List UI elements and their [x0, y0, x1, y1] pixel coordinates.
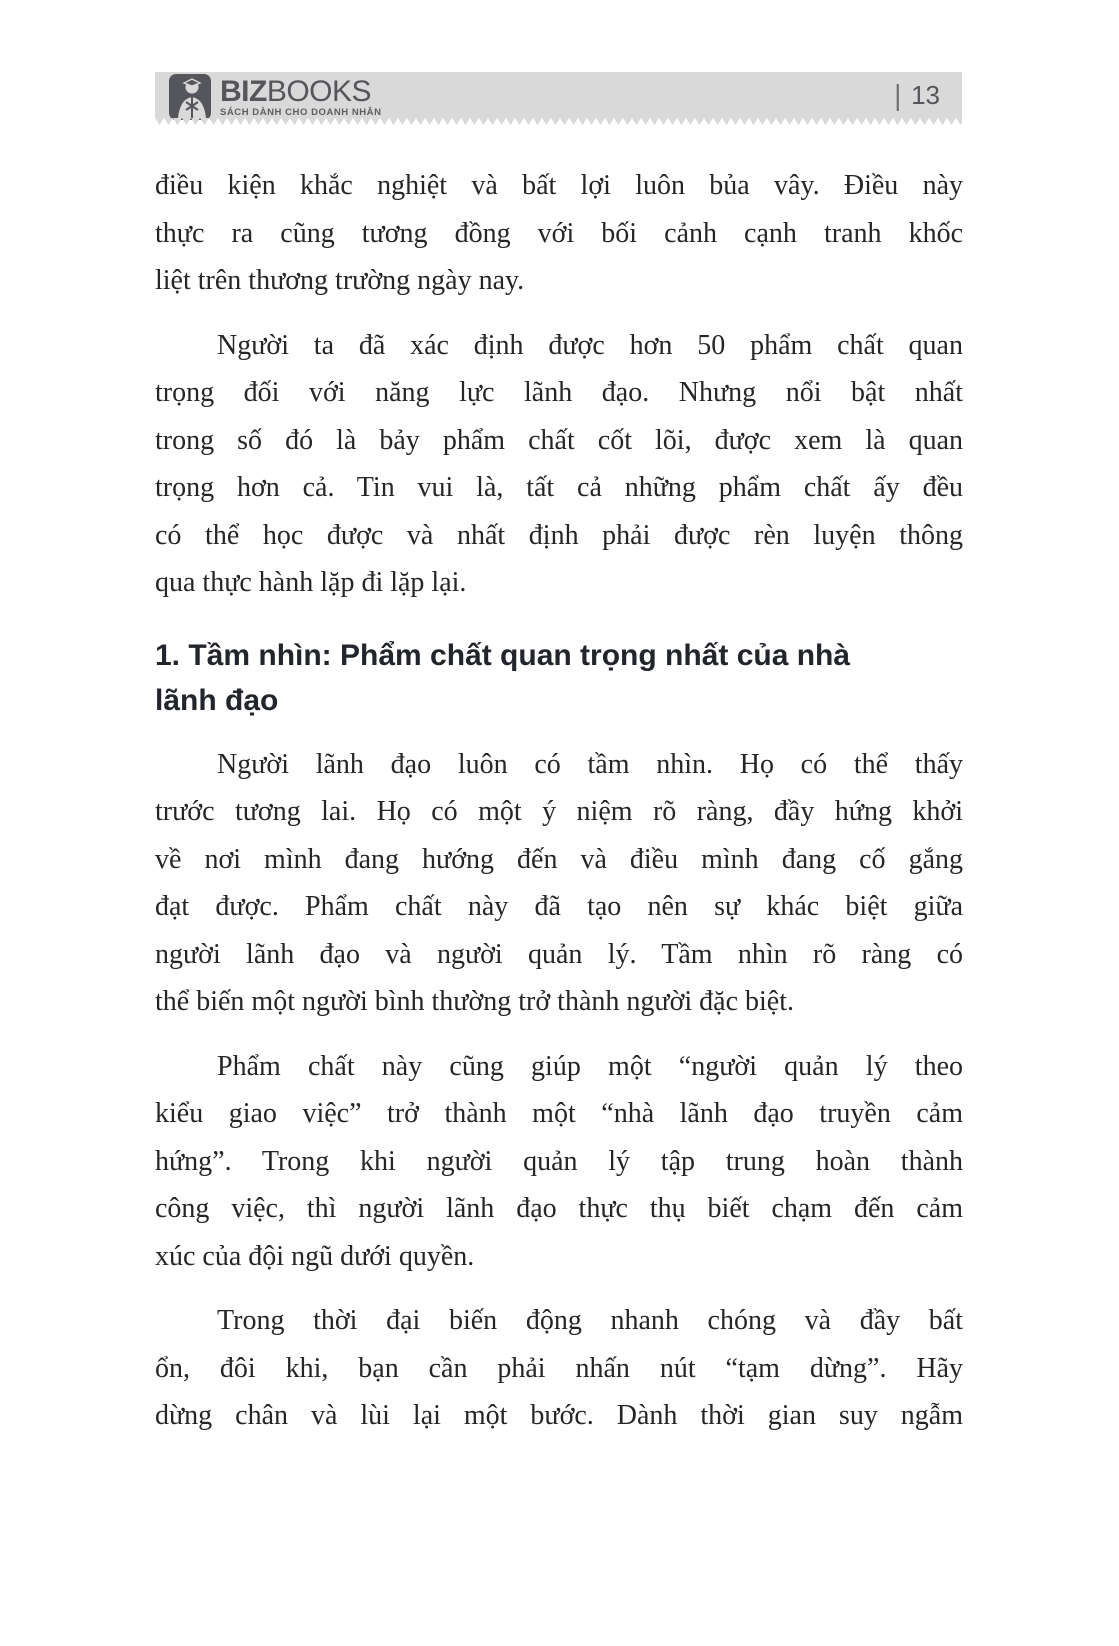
text-line: người lãnh đạo và người quản lý. Tầm nhìn rõ ràng có [155, 938, 963, 970]
page-header [155, 72, 962, 118]
page-number-value: 13 [911, 79, 940, 110]
text-line: thể biến một người bình thường trở thành người đặc biệt. [155, 986, 794, 1017]
section-heading [155, 633, 963, 723]
section-heading-line: 1. Tầm nhìn: Phẩm chất quan trọng nhất của nhà [155, 638, 851, 672]
text-line: hứng”. Trong khi người quản lý tập trung hoàn thành [155, 1145, 963, 1177]
brand-name [220, 74, 382, 108]
brand-name-bold: BIZ [220, 74, 267, 108]
text-line: trước tương lai. Họ có một ý niệm rõ ràng, đầy hứng khởi [155, 796, 963, 827]
text-line: ổn, đôi khi, bạn cần phải nhấn nút “tạm dừng”. Hãy [155, 1352, 963, 1384]
paragraph [155, 1043, 963, 1281]
text-line: Trong thời đại biến động nhanh chóng và đầy bất [217, 1305, 963, 1336]
page-number-separator: | [894, 77, 902, 111]
text-line: trọng đối với năng lực lãnh đạo. Nhưng nổi bật nhất [155, 377, 963, 408]
text-line: qua thực hành lặp đi lặp lại. [155, 567, 467, 598]
page-body [155, 162, 963, 1457]
text-line: Người ta đã xác định được hơn 50 phẩm chất quan [217, 329, 963, 361]
text-line: Người lãnh đạo luôn có tầm nhìn. Họ có thể thấy [217, 748, 963, 780]
text-line: có thể học được và nhất định phải được rèn luyện thông [155, 519, 963, 551]
text-line: Phẩm chất này cũng giúp một “người quản lý theo [217, 1050, 963, 1082]
text-line: trong số đó là bảy phẩm chất cốt lõi, được xem là quan [155, 424, 963, 456]
text-line: về nơi mình đang hướng đến và điều mình đang cố gắng [155, 843, 963, 875]
text-line: xúc của đội ngũ dưới quyền. [155, 1240, 475, 1272]
text-line: đạt được. Phẩm chất này đã tạo nên sự khác biệt giữa [155, 891, 963, 922]
brand-text [220, 74, 382, 118]
paragraph [155, 741, 963, 1026]
text-line: liệt trên thương trường ngày nay. [155, 265, 525, 296]
brand-tagline: SÁCH DÀNH CHO DOANH NHÂN [220, 106, 382, 118]
text-line: trọng hơn cả. Tin vui là, tất cả những phẩm chất ấy đều [155, 472, 963, 503]
publisher-logo [169, 70, 382, 120]
page-number [894, 77, 940, 111]
businessman-reading-icon [169, 74, 211, 120]
brand-name-light: BOOKS [266, 74, 372, 108]
header-perforated-edge [155, 118, 962, 125]
paragraph [155, 1297, 963, 1440]
paragraph [155, 322, 963, 607]
text-line: công việc, thì người lãnh đạo thực thụ biết chạm đến cảm [155, 1193, 963, 1224]
section-heading-line: lãnh đạo [155, 683, 279, 717]
text-line: điều kiện khắc nghiệt và bất lợi luôn bủa vây. Điều này [155, 170, 963, 201]
text-line: thực ra cũng tương đồng với bối cảnh cạnh tranh khốc [155, 217, 963, 249]
text-line: dừng chân và lùi lại một bước. Dành thời gian suy ngẫm [155, 1400, 963, 1431]
paragraph [155, 162, 963, 305]
text-line: kiểu giao việc” trở thành một “nhà lãnh đạo truyền cảm [155, 1098, 963, 1129]
